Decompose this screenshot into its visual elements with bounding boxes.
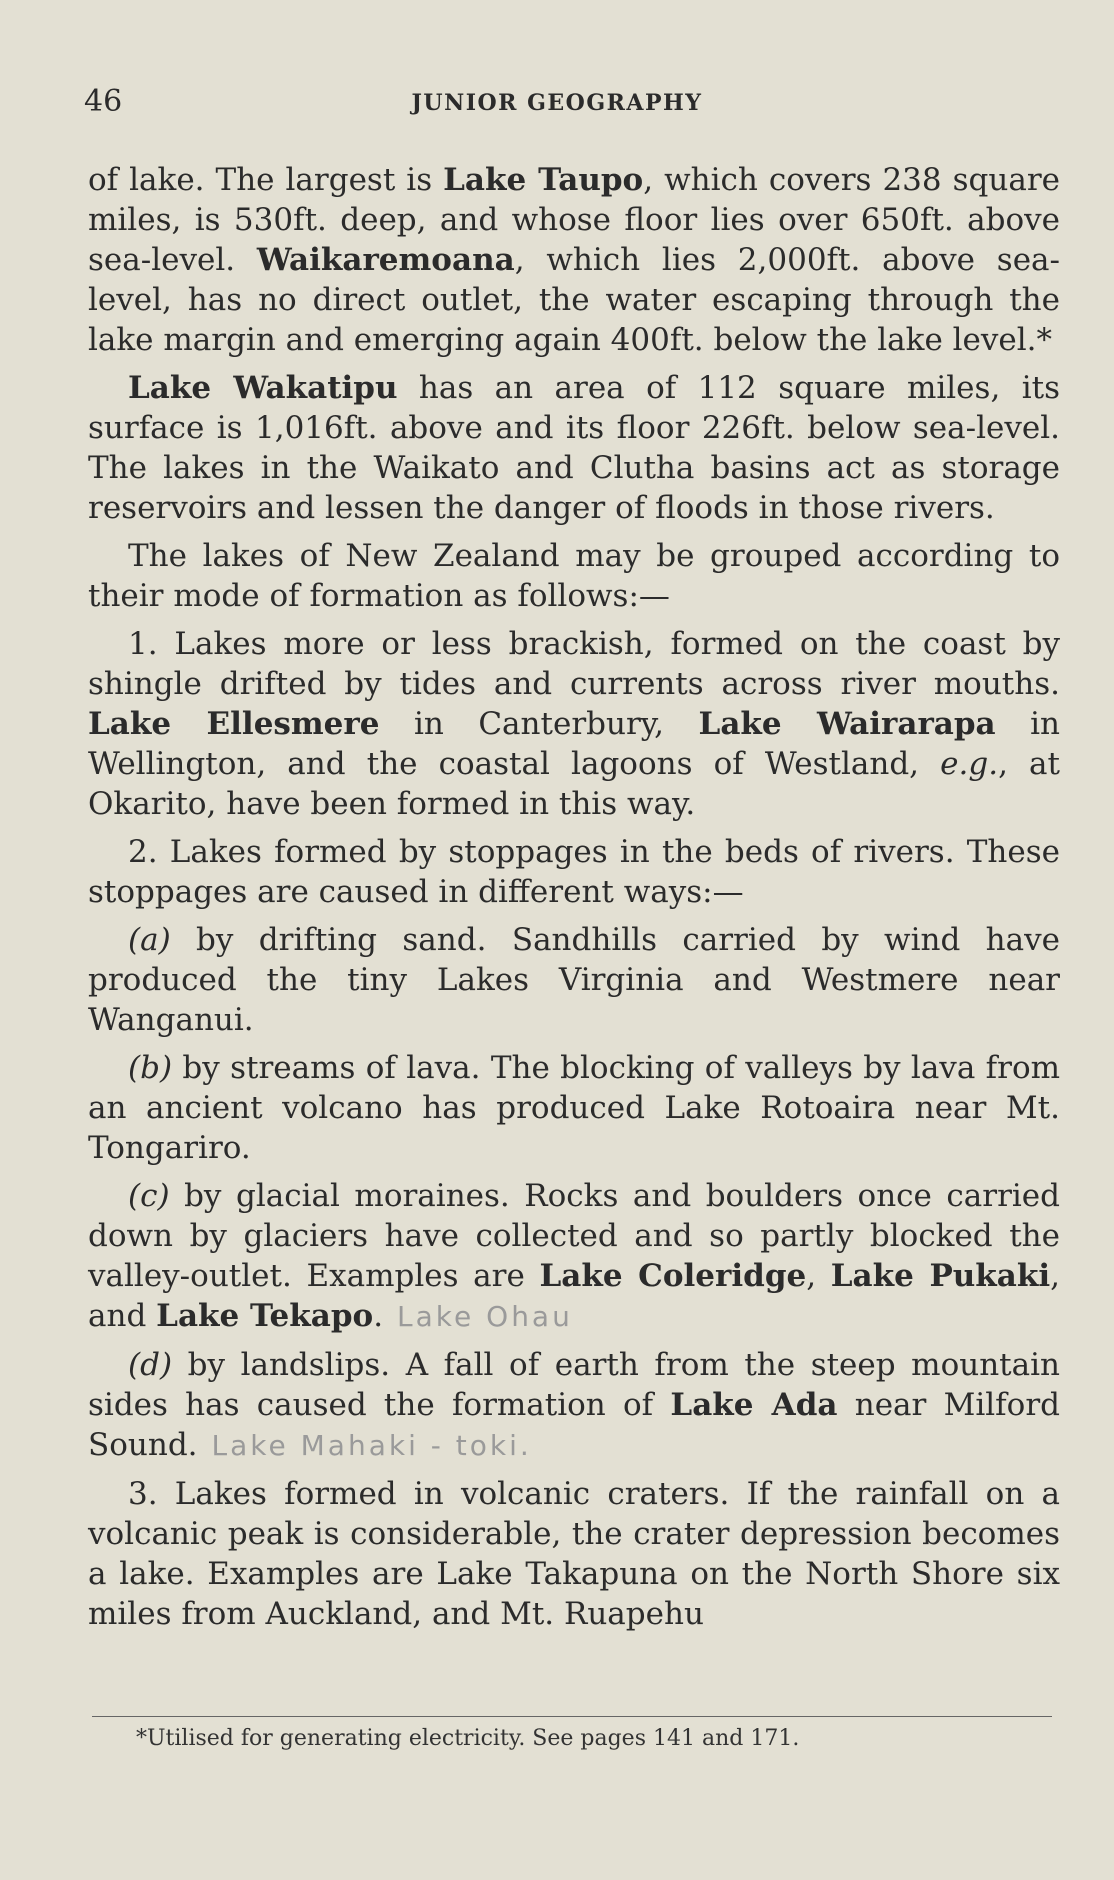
term-lake-ellesmere: Lake Ellesmere xyxy=(88,706,380,742)
footnote-rule xyxy=(92,1716,1052,1717)
pencil-annotation-d: Lake Mahaki - toki. xyxy=(211,1429,532,1462)
term-lake-tekapo: Lake Tekapo xyxy=(156,1298,374,1334)
list-item-1: 1. Lakes more or less brackish, formed on the coast by shingle drifted by tides and currents across river mouths. Lake Ellesmere in Canterbury, Lake Wairarapa in Wellington, and the coastal lagoons of Westland, e.g., at Okarito, have been formed in this way. xyxy=(88,626,1061,822)
sub-item-c: (c) by glacial moraines. Rocks and boulders once carried down by glaciers have collected and so partly blocked the valley-outlet. Examples are Lake Coleridge, Lake Pukaki, and Lake Tekapo. Lake Ohau xyxy=(88,1178,1060,1334)
body-text xyxy=(88,160,1060,1642)
sub-item-b: (b) by streams of lava. The blocking of valleys by lava from an ancient volcano has produced Lake Rotoaira near Mt. Tongariro. xyxy=(88,1050,1060,1166)
paragraph-2: Lake Wakatipu has an area of 112 square miles, its surface is 1,016ft. above and its floor 226ft. below sea-level. The lakes in the Waikato and Clutha basins act as storage reservoirs and lessen the danger of floods in those rivers. xyxy=(88,370,1060,526)
page-number: 46 xyxy=(84,84,123,119)
footnote: *Utilised for generating electricity. See pages 141 and 171. xyxy=(136,1726,800,1751)
running-head: JUNIOR GEOGRAPHY xyxy=(411,90,703,116)
paragraph-1: of lake. The largest is Lake Taupo, which covers 238 square miles, is 530ft. deep, and whose floor lies over 650ft. above sea-level. Waikaremoana, which lies 2,000ft. above sea-level, has no direct outlet, the water escaping through the lake margin and emerging again 400ft. below the lake level.* xyxy=(88,162,1060,358)
term-lake-ada: Lake Ada xyxy=(670,1387,838,1423)
sub-item-a: (a) by drifting sand. Sandhills carried by wind have produced the tiny Lakes Virginia and Westmere near Wanganui. xyxy=(88,922,1060,1038)
term-lake-coleridge: Lake Coleridge xyxy=(539,1258,807,1294)
page-header xyxy=(84,84,1030,124)
term-lake-wakatipu: Lake Wakatipu xyxy=(128,370,398,406)
list-item-2: 2. Lakes formed by stoppages in the beds of rivers. These stoppages are caused in different ways:— xyxy=(88,834,1060,910)
term-lake-wairarapa: Lake Wairarapa xyxy=(698,706,996,742)
sub-item-d: (d) by landslips. A fall of earth from the steep mountain sides has caused the formation of Lake Ada near Milford Sound. Lake Mahaki - toki. xyxy=(88,1347,1060,1463)
term-waikaremoana: Waikaremoana xyxy=(256,242,515,278)
pencil-annotation-c: Lake Ohau xyxy=(397,1300,573,1333)
term-lake-pukaki: Lake Pukaki xyxy=(830,1258,1051,1294)
term-lake-taupo: Lake Taupo xyxy=(443,162,644,198)
paragraph-3: The lakes of New Zealand may be grouped according to their mode of formation as follows:— xyxy=(88,538,1060,614)
list-item-3: 3. Lakes formed in volcanic craters. If the rainfall on a volcanic peak is considerable, the crater depression becomes a lake. Examples are Lake Takapuna on the North Shore six miles from Auckland, and Mt. Ruapehu xyxy=(88,1476,1060,1632)
